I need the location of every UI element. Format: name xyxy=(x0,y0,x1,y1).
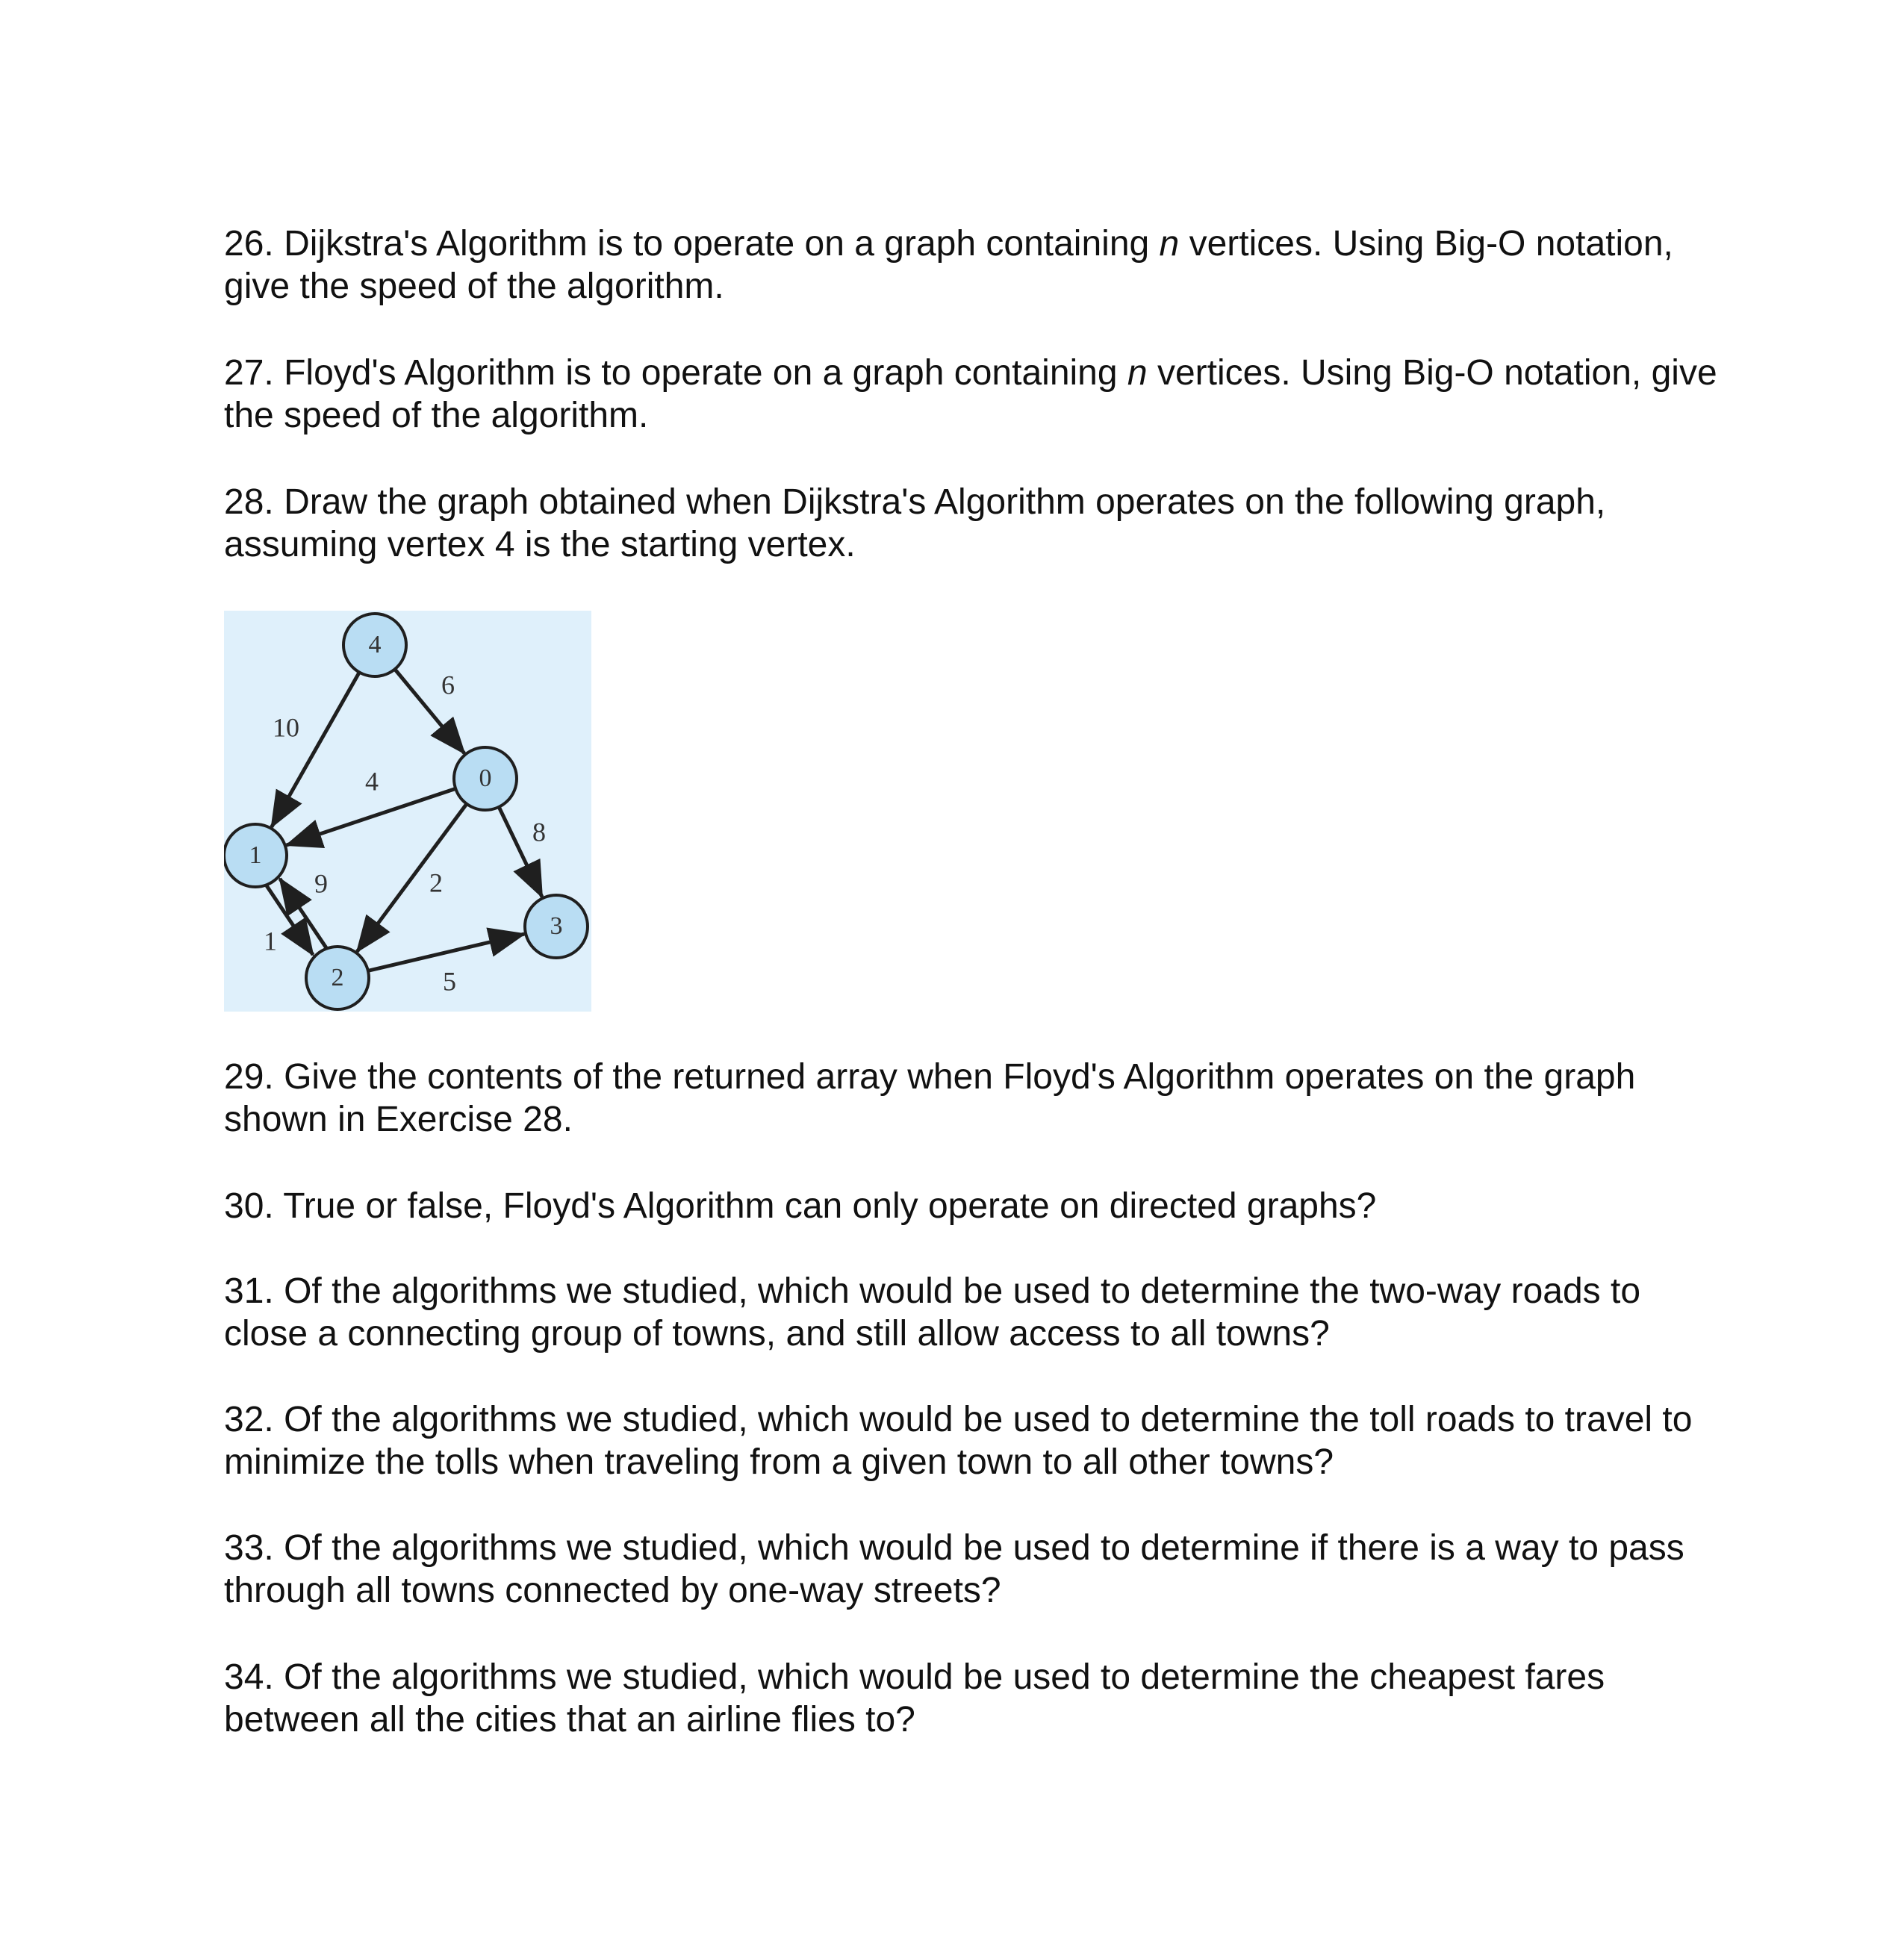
edge-weight-2-3: 5 xyxy=(443,966,456,997)
question-text: Give the contents of the returned array when Floyd's Algorithm operates on the graph shown in Exercise 28. xyxy=(224,1057,1636,1139)
question-number: 26. xyxy=(224,224,274,264)
question-34 xyxy=(224,1656,1717,1741)
vertex-label-0: 0 xyxy=(479,764,492,792)
vertex-label-4: 4 xyxy=(368,630,382,658)
graph-figure xyxy=(224,611,591,1012)
question-30 xyxy=(224,1185,1717,1227)
question-text: Draw the graph obtained when Dijkstra's Algorithm operates on the following graph, assuming vertex 4 is the starting vertex. xyxy=(224,482,1606,564)
question-26 xyxy=(224,222,1717,308)
question-28 xyxy=(224,481,1717,566)
edge-weight-4-1: 10 xyxy=(273,712,299,743)
edge-weight-0-3: 8 xyxy=(532,817,546,847)
edge-weight-0-1: 4 xyxy=(365,766,379,797)
variable-n: n xyxy=(1127,353,1148,393)
question-text-start: Dijkstra's Algorithm is to operate on a graph containing xyxy=(284,224,1150,264)
vertex-label-2: 2 xyxy=(331,963,344,991)
question-number: 33. xyxy=(224,1528,274,1568)
edge-weight-1-2: 9 xyxy=(314,868,328,899)
question-text: Of the algorithms we studied, which would be used to determine the toll roads to travel to minimize the tolls when traveling from a given town to all other towns? xyxy=(224,1400,1693,1482)
variable-n: n xyxy=(1159,224,1180,264)
vertex-label-1: 1 xyxy=(249,841,262,869)
question-text: Of the algorithms we studied, which would be used to determine the cheapest fares between all the cities that an airline flies to? xyxy=(224,1657,1605,1739)
question-text-end: vertices. Using Big-O notation, give the speed of the algorithm. xyxy=(224,353,1717,435)
question-number: 34. xyxy=(224,1657,274,1697)
question-number: 32. xyxy=(224,1400,274,1439)
edge-weight-0-2: 2 xyxy=(429,868,443,898)
weighted-directed-graph xyxy=(224,611,591,1012)
edge-weight-2-1: 1 xyxy=(264,926,277,956)
question-32 xyxy=(224,1398,1717,1483)
question-31 xyxy=(224,1270,1717,1355)
vertex-label-3: 3 xyxy=(550,912,563,940)
question-text-start: Floyd's Algorithm is to operate on a graph containing xyxy=(284,353,1118,393)
question-number: 27. xyxy=(224,353,274,393)
question-text-end: vertices. Using Big-O notation, give the speed of the algorithm. xyxy=(224,224,1673,306)
edge-weight-4-0: 6 xyxy=(441,670,455,700)
question-number: 29. xyxy=(224,1057,274,1097)
question-29 xyxy=(224,1056,1717,1141)
question-number: 28. xyxy=(224,482,274,522)
question-number: 30. xyxy=(224,1186,274,1226)
question-33 xyxy=(224,1527,1717,1612)
question-text: Of the algorithms we studied, which would be used to determine if there is a way to pass through all towns connected by one-way streets? xyxy=(224,1528,1684,1610)
question-text: True or false, Floyd's Algorithm can only operate on directed graphs? xyxy=(283,1186,1377,1226)
question-number: 31. xyxy=(224,1271,274,1311)
question-text: Of the algorithms we studied, which would be used to determine the two-way roads to close a connecting group of towns, and still allow access to all towns? xyxy=(224,1271,1641,1354)
question-27 xyxy=(224,352,1717,437)
